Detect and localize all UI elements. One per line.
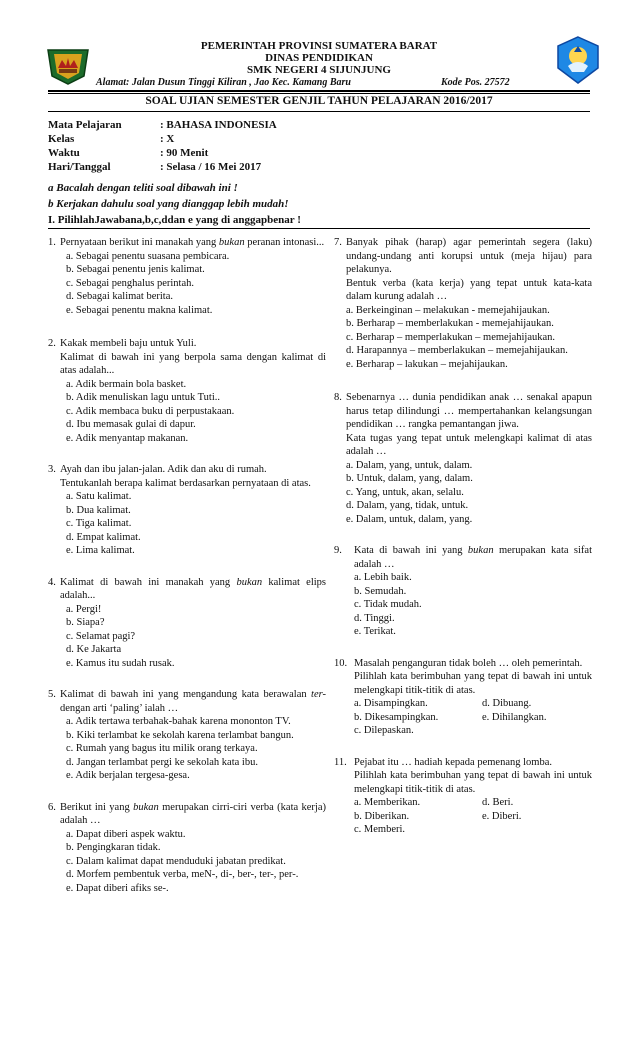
option-a: a. Adik tertawa terbahak-bahak karena mononton TV. xyxy=(66,716,291,727)
question-text xyxy=(60,688,326,715)
questions-left-column xyxy=(48,236,326,908)
option-a: a. Disampingkan. xyxy=(354,698,428,709)
option-a: a. Dapat diberi aspek waktu. xyxy=(66,828,186,840)
instruction-section-i: I. PilihlahJawabana,b,c,ddan e yang di anggapbenar ! xyxy=(48,214,301,226)
text-part: Berikut ini yang xyxy=(60,801,134,813)
info-value: : X xyxy=(160,133,175,145)
instruction-b: b Kerjakan dahulu soal yang dianggap lebih mudah! xyxy=(48,198,289,210)
text-part: Pernyataan berikut ini manakah yang xyxy=(60,237,219,248)
option-e: e. Dihilangkan. xyxy=(482,711,547,723)
question-text: Bentuk verba (kata kerja) yang tepat untuk kata-kata dalam kurung adalah … xyxy=(346,277,592,302)
instructions xyxy=(48,180,301,228)
question-number: 9. xyxy=(334,545,342,556)
option-a: a. Satu kalimat. xyxy=(66,491,132,502)
keyword: bukan xyxy=(236,576,263,588)
option-row xyxy=(354,697,592,711)
question-number: 6. xyxy=(48,801,56,813)
letterhead-line2: DINAS PENDIDIKAN xyxy=(265,52,373,64)
question-5 xyxy=(48,688,326,783)
text-part: merupakan cirri-ciri verba (kata kerja) adalah … xyxy=(60,801,326,826)
question-text xyxy=(60,801,326,828)
option-a: a. Memberikan. xyxy=(354,797,421,808)
text-part: peranan intonasi... xyxy=(244,237,325,248)
option-e: e. Berharap – lakukan – mejahijaukan. xyxy=(346,358,508,370)
instruction-a: a Bacalah dengan teliti soal dibawah ini ! xyxy=(48,182,238,194)
letterhead xyxy=(0,40,638,76)
info-value: : Selasa / 16 Mei 2017 xyxy=(160,161,262,173)
option-c: c. Selamat pagi? xyxy=(66,630,136,642)
option-row xyxy=(354,796,592,810)
question-4 xyxy=(48,576,326,671)
question-6 xyxy=(48,801,326,896)
question-3 xyxy=(48,463,326,558)
question-text: Kakak membeli baju untuk Yuli. xyxy=(60,338,197,349)
option-d: d. Beri. xyxy=(482,797,514,808)
option-b: b. Untuk, dalam, yang, dalam. xyxy=(346,473,473,484)
option-b: b. Kiki terlambat ke sekolah karena terlambat bangun. xyxy=(66,729,294,741)
text-part: kalimat elips adalah... xyxy=(60,576,326,601)
exam-title: SOAL UJIAN SEMESTER GENJIL TAHUN PELAJARAN 2016/2017 xyxy=(145,95,493,107)
question-text xyxy=(60,236,326,250)
question-text: Banyak pihak (harap) agar pemerintah segera (laku) undang-undang anti korupsi untuk (meja hijau) para pelakunya. xyxy=(346,237,592,275)
info-label: Mata Pelajaran xyxy=(48,119,122,131)
info-label: Waktu xyxy=(48,147,80,159)
option-d: d. Harapannya – memberlakukan – memejahijaukan. xyxy=(346,345,568,356)
option-d: d. Sebagai kalimat berita. xyxy=(66,291,174,302)
question-text: Pilihlah kata berimbuhan yang tepat di bawah ini untuk melengkapi titik-titik di atas. xyxy=(354,671,592,696)
divider xyxy=(48,111,590,112)
question-text: Masalah penganguran tidak boleh … oleh pemerintah. xyxy=(354,657,583,669)
option-b: b. Siapa? xyxy=(66,617,105,628)
option-c: c. Tiga kalimat. xyxy=(66,518,132,529)
option-c: c. Sebagai penghalus perintah. xyxy=(66,277,194,289)
text-part: Kalimat di bawah ini manakah yang xyxy=(60,576,237,588)
option-e: e. Sebagai penentu makna kalimat. xyxy=(66,304,213,316)
info-label: Kelas xyxy=(48,133,75,145)
option-d: d. Dalam, yang, tidak, untuk. xyxy=(346,500,469,511)
option-a: a. Pergi! xyxy=(66,603,102,615)
option-e: e. Diberi. xyxy=(482,810,522,822)
option-row xyxy=(354,823,592,837)
text-part: Kata di bawah ini yang xyxy=(354,545,468,556)
option-b: b. Semudah. xyxy=(354,585,407,597)
questions-right-column xyxy=(334,236,592,850)
info-row xyxy=(48,146,209,160)
option-b: b. Sebagai penentu jenis kalimat. xyxy=(66,264,205,275)
keyword: bukan xyxy=(467,545,494,556)
option-c: c. Berharap – memperlakukan – memejahijaukan. xyxy=(346,331,556,343)
option-b: b. Dua kalimat. xyxy=(66,504,131,516)
option-a: a. Adik bermain bola basket. xyxy=(66,378,187,390)
question-number: 10. xyxy=(334,657,348,669)
question-7 xyxy=(334,236,592,371)
info-row xyxy=(48,160,262,174)
option-d: d. Empat kalimat. xyxy=(66,531,141,543)
question-number: 5. xyxy=(48,689,56,700)
school-address xyxy=(96,77,510,88)
question-number: 1. xyxy=(48,237,56,248)
option-c: c. Tidak mudah. xyxy=(354,599,422,610)
question-number: 2. xyxy=(48,338,56,349)
keyword: ter- xyxy=(311,689,326,700)
info-value: : 90 Menit xyxy=(160,147,209,159)
option-b: b. Pengingkaran tidak. xyxy=(66,842,161,853)
question-2 xyxy=(48,337,326,445)
option-d: d. Morfem pembentuk verba, meN-, di-, ber-, ter-, per-. xyxy=(66,869,299,880)
question-number: 3. xyxy=(48,464,56,475)
letterhead-line1: PEMERINTAH PROVINSI SUMATERA BARAT xyxy=(200,40,438,52)
option-d: d. Ibu memasak gulai di dapur. xyxy=(66,419,196,430)
option-row xyxy=(354,711,592,725)
info-value: : BAHASA INDONESIA xyxy=(160,119,277,131)
option-e: e. Adik menyantap makanan. xyxy=(66,432,189,444)
question-number: 8. xyxy=(334,392,342,403)
question-text: Pejabat itu … hadiah kepada pemenang lomba. xyxy=(354,756,552,768)
option-row xyxy=(354,810,592,824)
question-8 xyxy=(334,391,592,526)
option-e: e. Dalam, untuk, dalam, yang. xyxy=(346,513,473,525)
option-d: d. Dibuang. xyxy=(482,698,532,709)
text-part: Kalimat di bawah ini yang mengandung kata berawalan xyxy=(60,689,312,700)
option-a: a. Dalam, yang, untuk, dalam. xyxy=(346,459,473,471)
info-row xyxy=(48,118,277,132)
option-b: b. Diberikan. xyxy=(354,810,410,822)
info-row xyxy=(48,132,175,146)
text-part: dengan arti ‘paling’ ialah … xyxy=(60,702,179,714)
address-text: Alamat: Jalan Dusun Tinggi Kiliran , Jao Kec. Kamang Baru xyxy=(96,77,351,88)
question-number: 7. xyxy=(334,237,342,248)
option-c: c. Rumah yang bagus itu milik orang terkaya. xyxy=(66,743,258,754)
question-number: 11. xyxy=(334,756,347,768)
question-text xyxy=(354,544,592,571)
question-1 xyxy=(48,236,326,317)
question-text: Kata tugas yang tepat untuk melengkapi kalimat di atas adalah … xyxy=(346,432,592,457)
option-d: d. Ke Jakarta xyxy=(66,644,122,655)
keyword: bukan xyxy=(133,801,159,813)
divider xyxy=(48,90,590,92)
option-c: c. Memberi. xyxy=(354,824,406,835)
option-e: e. Terikat. xyxy=(354,626,396,637)
question-text: Pilihlah kata berimbuhan yang tepat di bawah ini untuk melengkapi titik-titik di atas. xyxy=(354,770,592,795)
question-text: Sebenarnya … dunia pendidikan anak … senakal apapun harus tetap dilindungi … mempertahankan kelangsungan pendidikan … rangka pemantangan jiwa. xyxy=(346,392,592,430)
option-c: c. Adik membaca buku di perpustakaan. xyxy=(66,405,235,417)
option-row xyxy=(354,724,592,738)
option-a: a. Berkeinginan – melakukan - memejahijaukan. xyxy=(346,304,550,316)
info-label: Hari/Tanggal xyxy=(48,161,111,173)
postcode-text: Kode Pos. 27572 xyxy=(441,77,510,88)
question-text: Kalimat di bawah ini yang berpola sama dengan kalimat di atas adalah... xyxy=(60,351,326,376)
exam-info xyxy=(48,118,277,174)
question-number: 4. xyxy=(48,576,56,588)
question-text xyxy=(60,576,326,603)
option-b: b. Berharap – memberlakukan - memejahijaukan. xyxy=(346,318,554,329)
option-b: b. Dikesampingkan. xyxy=(354,711,439,723)
option-e: e. Lima kalimat. xyxy=(66,545,135,556)
question-text: Ayah dan ibu jalan-jalan. Adik dan aku di rumah. xyxy=(60,464,267,475)
option-c: c. Yang, untuk, akan, selalu. xyxy=(346,486,464,498)
divider xyxy=(48,93,590,94)
option-b: b. Adik menuliskan lagu untuk Tuti.. xyxy=(66,392,221,403)
option-d: d. Tinggi. xyxy=(354,612,395,624)
question-9 xyxy=(334,544,592,639)
text-part: merupakan kata sifat adalah … xyxy=(354,545,592,570)
option-a: a. Lebih baik. xyxy=(354,572,412,583)
option-e: e. Dapat diberi afiks se-. xyxy=(66,882,169,894)
keyword: bukan xyxy=(218,237,245,248)
option-d: d. Jangan terlambat pergi ke sekolah kata ibu. xyxy=(66,756,258,768)
option-a: a. Sebagai penentu suasana pembicara. xyxy=(66,250,230,262)
question-text: Tentukanlah berapa kalimat berdasarkan pernyataan di atas. xyxy=(60,477,311,489)
divider xyxy=(48,228,590,229)
question-10 xyxy=(334,657,592,738)
letterhead-line3: SMK NEGERI 4 SIJUNJUNG xyxy=(247,64,391,76)
option-c: c. Dilepaskan. xyxy=(354,725,414,736)
option-e: e. Kamus itu sudah rusak. xyxy=(66,657,175,669)
option-c: c. Dalam kalimat dapat menduduki jabatan predikat. xyxy=(66,855,286,867)
option-e: e. Adik berjalan tergesa-gesa. xyxy=(66,770,190,781)
question-11 xyxy=(334,756,592,837)
